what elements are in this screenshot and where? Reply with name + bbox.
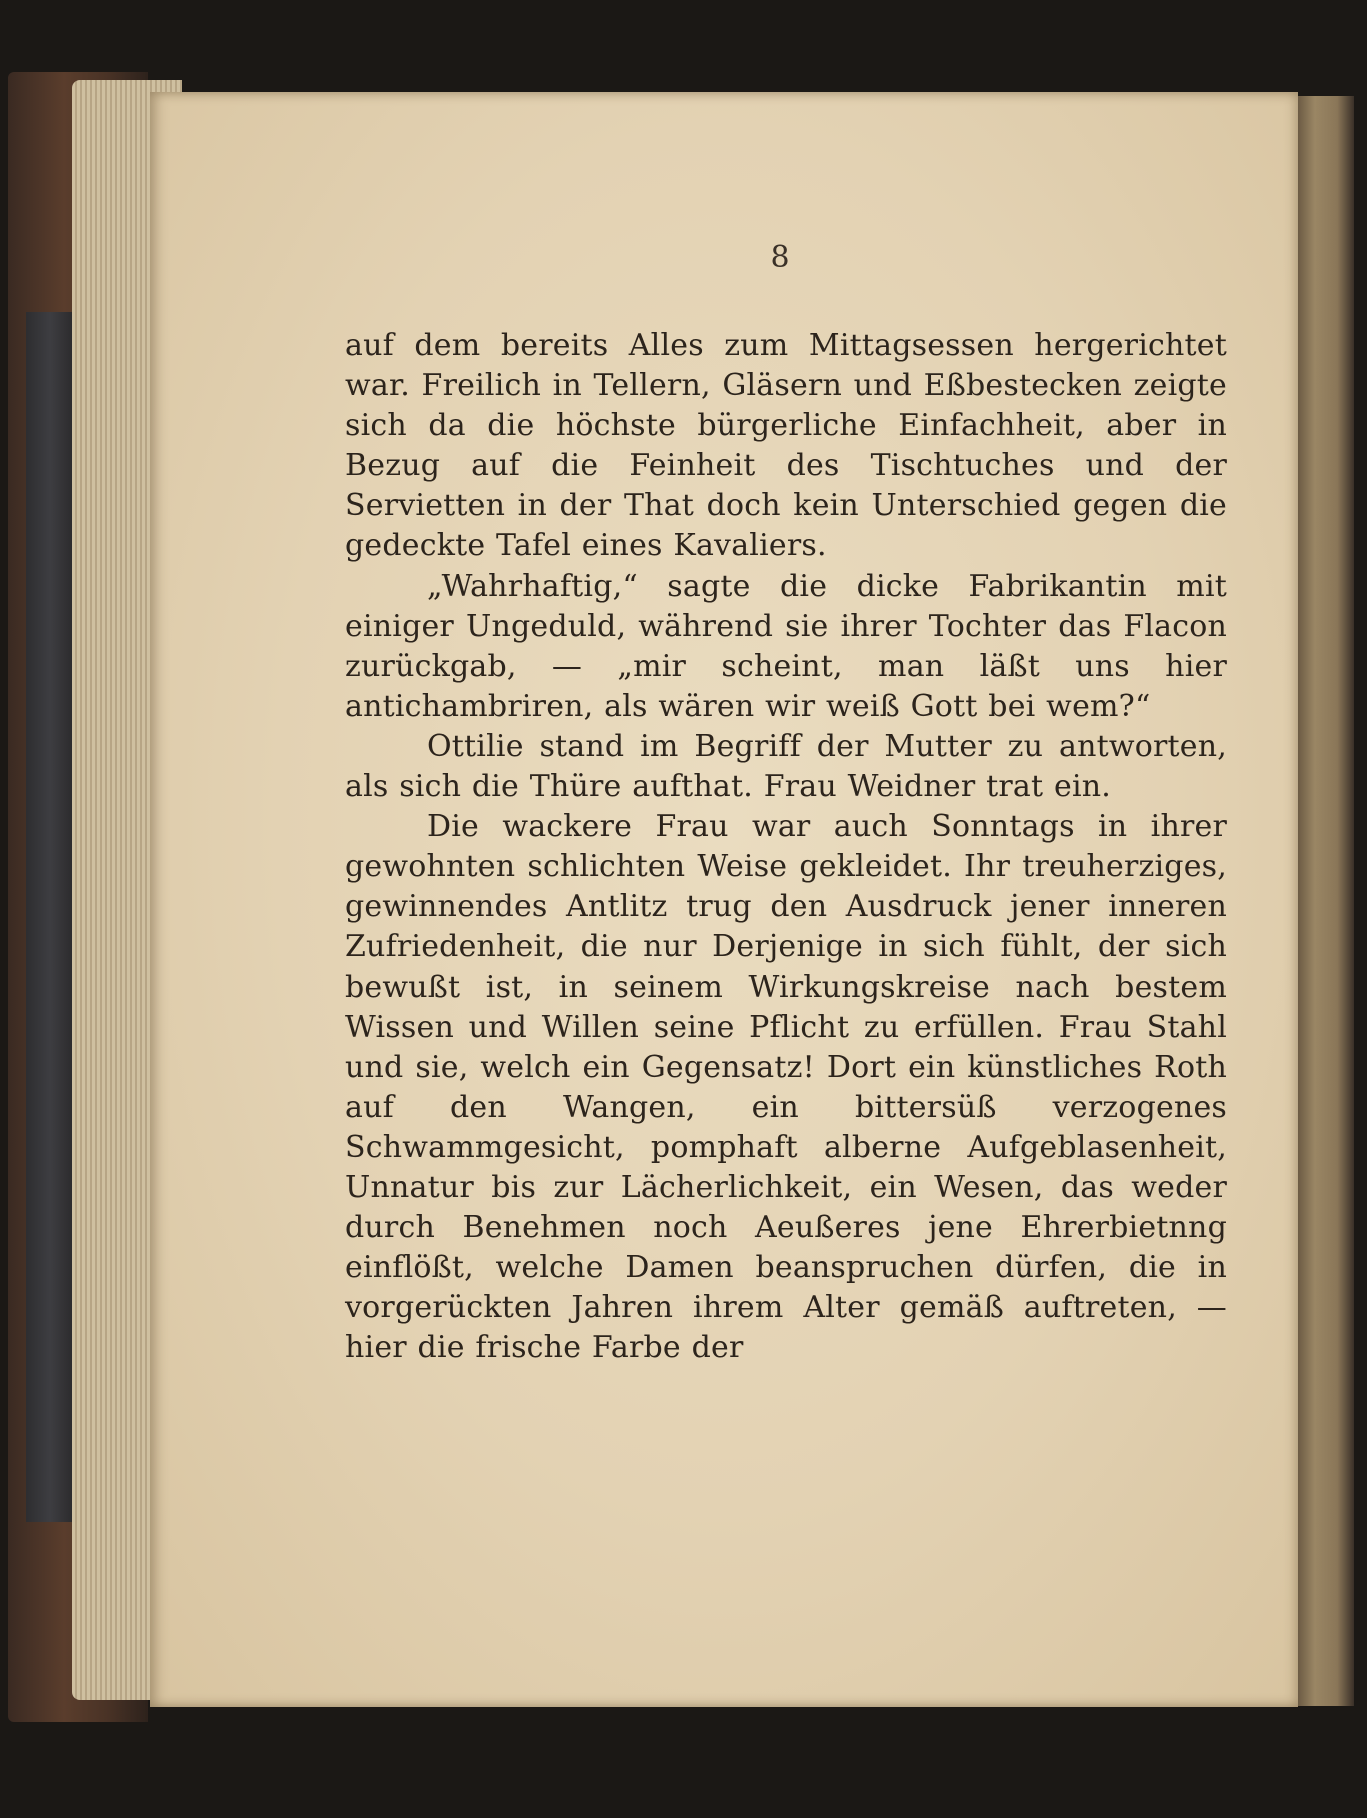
paragraph: auf dem bereits Alles zum Mittagsessen hergerichtet war. Freilich in Tellern, Gläsern und Eßbestecken zeigte sich da die höchste bürgerliche Einfachheit, aber in Bezug auf die Feinheit des Tischtuches und der Servietten in der That doch kein Unterschied gegen die gedeckte Tafel eines Kavaliers. <box>345 328 1227 564</box>
paragraph: „Wahrhaftig,“ sagte die dicke Fabrikantin mit einiger Ungeduld, während sie ihrer Tochter das Flacon zurückgab, — „mir scheint, man läßt uns hier antichambriren, als wären wir weiß Gott bei wem?“ <box>345 568 1227 724</box>
book-gutter <box>1298 96 1354 1706</box>
paragraph: Ottilie stand im Begriff der Mutter zu antworten, als sich die Thüre aufthat. Frau Weidner trat ein. <box>345 728 1227 805</box>
cover-spine-band <box>26 312 74 1522</box>
paragraph: Die wackere Frau war auch Sonntags in ihrer gewohnten schlichten Weise gekleidet. Ihr treuherziges, gewinnendes Antlitz trug den Ausdruck jener inneren Zufriedenheit, die nur Derjenige in sich fühlt, der sich bewußt ist, in seinem Wirkungskreise nach bestem Wissen und Willen seine Pflicht zu erfüllen. Frau Stahl und sie, welch ein Gegensatz! Dort ein künstliches Roth auf den Wangen, ein bittersüß verzogenes Schwammgesicht, pomphaft alberne Aufgeblasenheit, Unnatur bis zur Lächerlichkeit, ein Wesen, das weder durch Benehmen noch Aeußeres jene Ehrerbietnng einflößt, welche Damen beanspruchen dürfen, die in vorgerückten Jahren ihrem Alter gemäß auftreten, — hier die frische Farbe der <box>345 809 1227 1366</box>
page-number: 8 <box>770 240 790 275</box>
page-body-text <box>345 326 1227 1368</box>
